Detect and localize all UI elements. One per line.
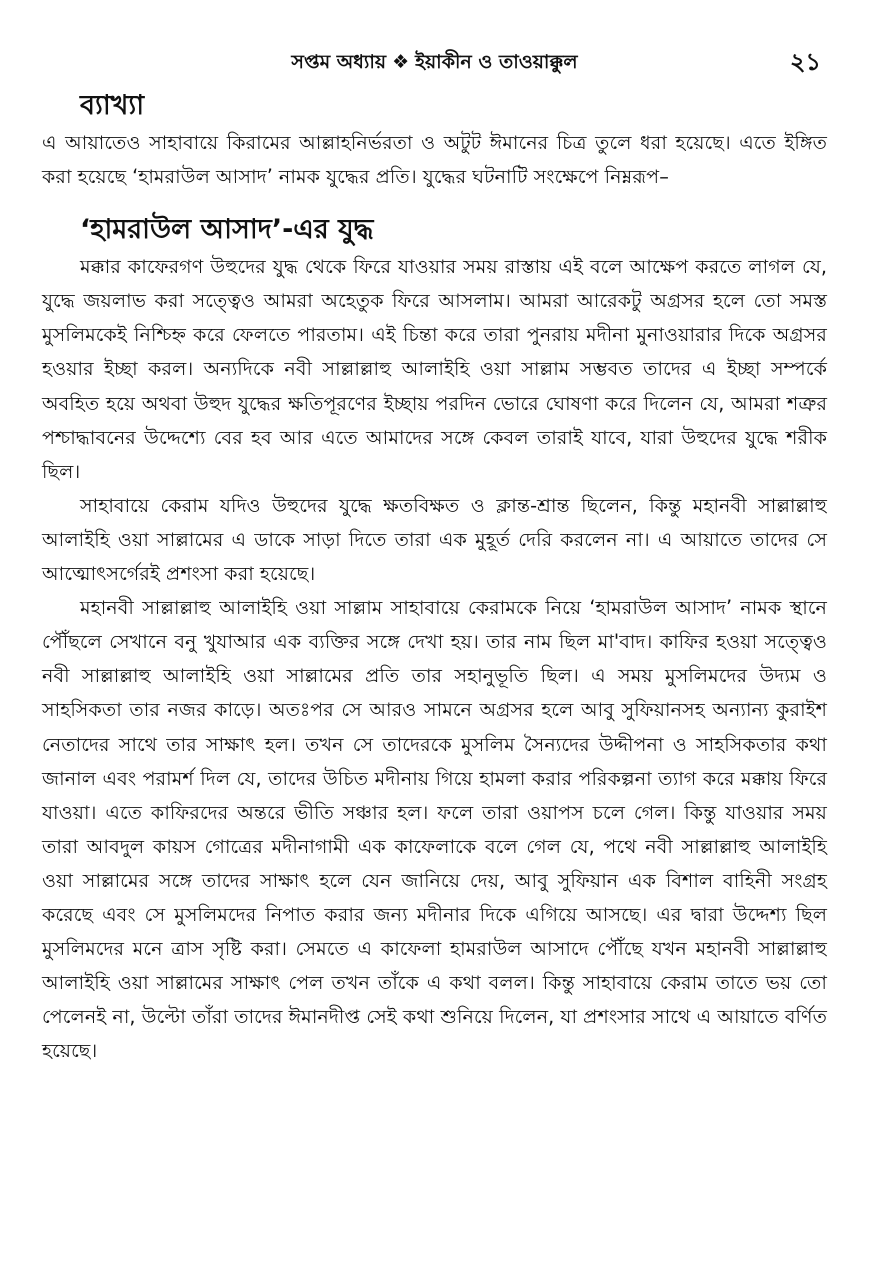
section-heading-explanation: ব্যাখ্যা xyxy=(80,90,145,121)
paragraph: এ আয়াতেও সাহাবায়ে কিরামের আল্লাহনির্ভরতা ও অটুট ঈমানের চিত্র তুলে ধরা হয়েছে। এতে ইঙ্গিত করা হয়েছে ‘হামরাউল আসাদ’ নামক যুদ্ধের প্রতি। যুদ্ধের ঘটনাটি সংক্ষেপে নিম্নরূপ– xyxy=(42,131,827,189)
topic-title: ইয়াকীন ও তাওয়াক্কুল xyxy=(415,51,578,73)
paragraph: মক্কার কাফেরগণ উহুদের যুদ্ধ থেকে ফিরে যাওয়ার সময় রাস্তায় এই বলে আক্ষেপ করতে লাগল যে, যুদ্ধে জয়লাভ করা সত্ত্বেও আমরা অহেতুক ফিরে আসলাম। আমরা আরেকটু অগ্রসর হলে তো সমস্ত মুসলিমকেই নিশ্চিহ্ন করে ফেলতে পারতাম। এই চিন্তা করে তারা পুনরায় মদীনা মুনাওয়ারার দিকে অগ্রসর হওয়ার ইচ্ছা করল। অন্যদিকে নবী সাল্লাল্লাহু আলাইহি ওয়া সাল্লাম সম্ভবত তাদের এ ইচ্ছা সম্পর্কে অবহিত হয়ে অথবা উহুদ যুদ্ধের ক্ষতিপূরণের ইচ্ছায় পরদিন ভোরে ঘোষণা করে দিলেন যে, আমরা শত্রুর পশ্চাদ্ধাবনের উদ্দেশ্যে বের হব আর এতে আমাদের সঙ্গে কেবল তারাই যাবে, যারা উহুদের যুদ্ধে শরীক ছিল। xyxy=(42,255,827,483)
section-heading-battle: ‘হামরাউল আসাদ’-এর যুদ্ধ xyxy=(80,214,374,246)
running-header xyxy=(42,40,827,84)
paragraph: মহানবী সাল্লাল্লাহু আলাইহি ওয়া সাল্লাম সাহাবায়ে কেরামকে নিয়ে ‘হামরাউল আসাদ’ নামক স্থানে পৌঁছলে সেখানে বনু খুযাআর এক ব্যক্তির সঙ্গে দেখা হয়। তার নাম ছিল মা'বাদ। কাফির হওয়া সত্ত্বেও নবী সাল্লাল্লাহু আলাইহি ওয়া সাল্লামের প্রতি তার সহানুভূতি ছিল। এ সময় মুসলিমদের উদ্যম ও সাহসিকতা তার নজর কাড়ে। অতঃপর সে আরও সামনে অগ্রসর হলে আবু সুফিয়ানসহ অন্যান্য কুরাইশ নেতাদের সাথে তার সাক্ষাৎ হল। তখন সে তাদেরকে মুসলিম সৈন্যদের উদ্দীপনা ও সাহসিকতার কথা জানাল এবং পরামর্শ দিল যে, তাদের উচিত মদীনায় গিয়ে হামলা করার পরিকল্পনা ত্যাগ করে মক্কায় ফিরে যাওয়া। এতে কাফিরদের অন্তরে ভীতি সঞ্চার হল। ফলে তারা ওয়াপস চলে গেল। কিন্তু যাওয়ার সময় তারা আবদুল কায়স গোত্রের মদীনাগামী এক কাফেলাকে বলে গেল যে, পথে নবী সাল্লাল্লাহু আলাইহি ওয়া সাল্লামের সঙ্গে তাদের সাক্ষাৎ হলে যেন জানিয়ে দেয়, আবু সুফিয়ান এক বিশাল বাহিনী সংগ্রহ করেছে এবং সে মুসলিমদের নিপাত করার জন্য মদীনার দিকে এগিয়ে আসছে। এর দ্বারা উদ্দেশ্য ছিল মুসলিমদের মনে ত্রাস সৃষ্টি করা। সেমতে এ কাফেলা হামরাউল আসাদে পৌঁছে যখন মহানবী সাল্লাল্লাহু আলাইহি ওয়া সাল্লামের সাক্ষাৎ পেল তখন তাঁকে এ কথা বলল। কিন্তু সাহাবায়ে কেরাম তাতে ভয় তো পেলেনই না, উল্টো তাঁরা তাদের ঈমানদীপ্ত সেই কথা শুনিয়ে দিলেন, যা প্রশংসার সাথে এ আয়াতে বর্ণিত হয়েছে। xyxy=(42,596,827,1063)
header-separator: ❖ xyxy=(392,51,410,73)
chapter-title: সপ্তম অধ্যায় xyxy=(291,51,387,73)
paragraph: সাহাবায়ে কেরাম যদিও উহুদের যুদ্ধে ক্ষতবিক্ষত ও ক্লান্ত-শ্রান্ত ছিলেন, কিন্তু মহানবী সাল্লাল্লাহু আলাইহি ওয়া সাল্লামের এ ডাকে সাড়া দিতে তারা এক মুহূর্ত দেরি করলেন না। এ আয়াতে তাদের সে আত্মোৎসর্গেরই প্রশংসা করা হয়েছে। xyxy=(42,493,827,586)
page-number: ২১ xyxy=(789,48,821,76)
